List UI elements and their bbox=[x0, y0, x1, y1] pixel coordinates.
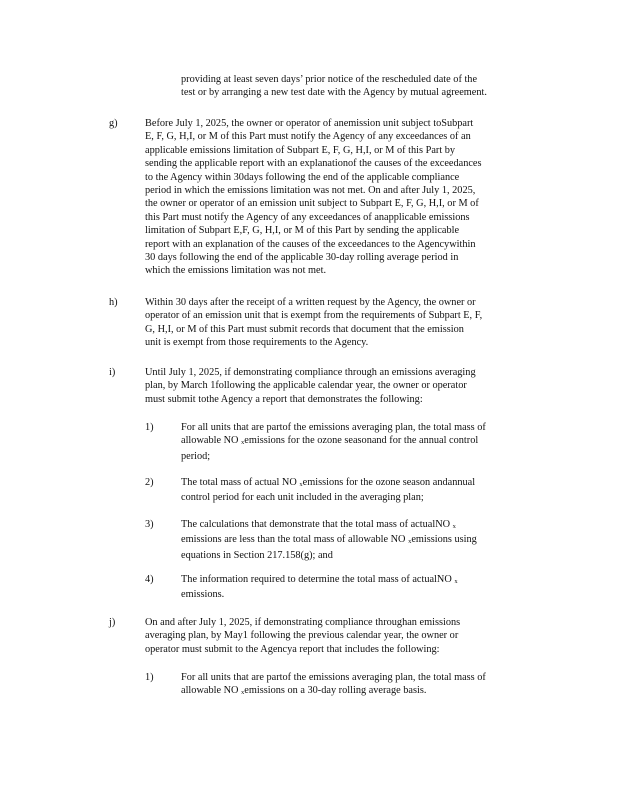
item-marker-h: h) bbox=[109, 297, 118, 308]
text-line: this Part must notify the Agency of any exceedances of anapplicable emissions bbox=[145, 211, 470, 223]
paragraph-j bbox=[145, 616, 511, 656]
subitem-marker-i-2: 2) bbox=[145, 477, 154, 488]
item-marker-g: g) bbox=[109, 118, 118, 129]
text-line: For all units that are partof the emissions averaging plan, the total mass of bbox=[181, 672, 486, 683]
text-line: The total mass of actual NO xemissions for the ozone season andannual bbox=[181, 477, 476, 488]
text-line: emissions. bbox=[181, 589, 225, 601]
subparagraph-i-2 bbox=[181, 476, 517, 505]
paragraph-g bbox=[145, 117, 527, 278]
subitem-marker-i-1: 1) bbox=[145, 422, 154, 433]
text-line: The calculations that demonstrate that the total mass of actualNO x bbox=[181, 519, 456, 530]
text-line: allowable NO xemissions on a 30-day rolling average basis. bbox=[181, 685, 427, 697]
text-line: operator of an emission unit that is exempt from the requirements of Subpart E, F, bbox=[145, 310, 483, 322]
subitem-marker-j-1: 1) bbox=[145, 672, 154, 683]
text-line: period; bbox=[181, 450, 211, 462]
text-line: E, F, G, H,I, or M of this Part must notify the Agency of any exceedances of an bbox=[145, 131, 471, 143]
text-line: unit is exempt from those requirements to the Agency. bbox=[145, 337, 369, 349]
text-line: Before July 1, 2025, the owner or operator of anemission unit subject toSubpart bbox=[145, 118, 474, 129]
text-line: On and after July 1, 2025, if demonstrating compliance throughan emissions bbox=[145, 617, 461, 628]
text-line: test or by arranging a new test date with the Agency by mutual agreement. bbox=[181, 87, 487, 99]
text-line: sending the applicable report with an explanationof the causes of the exceedances bbox=[145, 158, 482, 170]
text-line: emissions are less than the total mass of allowable NO xemissions using bbox=[181, 534, 477, 546]
text-line: to the Agency within 30days following the end of the applicable compliance bbox=[145, 171, 460, 183]
subparagraph-j-1 bbox=[181, 671, 539, 700]
text-line: period in which the emissions limitation was not met. On and after July 1, 2025, bbox=[145, 185, 476, 197]
text-line: Until July 1, 2025, if demonstrating compliance through an emissions averaging bbox=[145, 367, 476, 378]
text-line: control period for each unit included in the averaging plan; bbox=[181, 492, 424, 504]
subitem-marker-i-4: 4) bbox=[145, 574, 154, 585]
text-line: The information required to determine the total mass of actualNO x bbox=[181, 574, 458, 585]
subscript: x bbox=[452, 523, 456, 530]
paragraph-h bbox=[145, 296, 537, 350]
subparagraph-i-1 bbox=[181, 421, 539, 463]
subscript: x bbox=[241, 689, 245, 697]
text-line: applicable emissions limitation of Subpart E, F, G, H,I, or M of this Part by bbox=[145, 144, 456, 156]
text-line: allowable NO xemissions for the ozone seasonand for the annual control bbox=[181, 435, 479, 447]
subparagraph-i-4 bbox=[181, 573, 511, 602]
text-line: operator must submit to the Agencya report that includes the following: bbox=[145, 643, 440, 655]
subscript: x bbox=[241, 439, 245, 447]
subitem-marker-i-3: 3) bbox=[145, 519, 154, 530]
subparagraph-i-3 bbox=[181, 518, 523, 562]
text-line: report with an explanation of the causes of the exceedances to the Agencywithin bbox=[145, 238, 476, 250]
text-line: For all units that are partof the emissions averaging plan, the total mass of bbox=[181, 422, 486, 433]
item-marker-i: i) bbox=[109, 367, 116, 378]
paragraph-i bbox=[145, 366, 525, 406]
item-marker-j: j) bbox=[109, 617, 116, 628]
text-line: equations in Section 217.158(g); and bbox=[181, 549, 333, 561]
subscript: x bbox=[454, 578, 458, 585]
text-line: the owner or operator of an emission unit subject to Subpart E, F, G, H,I, or M of bbox=[145, 198, 479, 210]
text-line: limitation of Subpart E,F, G, H,I, or M of this Part by sending the applicable bbox=[145, 225, 460, 237]
text-line: which the emissions limitation was not met. bbox=[145, 265, 327, 277]
text-line: averaging plan, by May1 following the previous calendar year, the owner or bbox=[145, 630, 459, 642]
text-line: 30 days following the end of the applicable 30-day rolling average period in bbox=[145, 252, 459, 264]
subscript: x bbox=[408, 538, 412, 546]
text-line: plan, by March 1following the applicable calendar year, the owner or operator bbox=[145, 380, 467, 392]
text-line: G, H,I, or M of this Part must submit records that document that the emission bbox=[145, 323, 464, 335]
continuation-paragraph bbox=[181, 73, 527, 100]
subscript: x bbox=[299, 481, 303, 488]
text-line: must submit tothe Agency a report that demonstrates the following: bbox=[145, 393, 423, 405]
text-line: providing at least seven days’ prior notice of the rescheduled date of the bbox=[181, 74, 478, 85]
text-line: Within 30 days after the receipt of a written request by the Agency, the owner or bbox=[145, 297, 476, 308]
